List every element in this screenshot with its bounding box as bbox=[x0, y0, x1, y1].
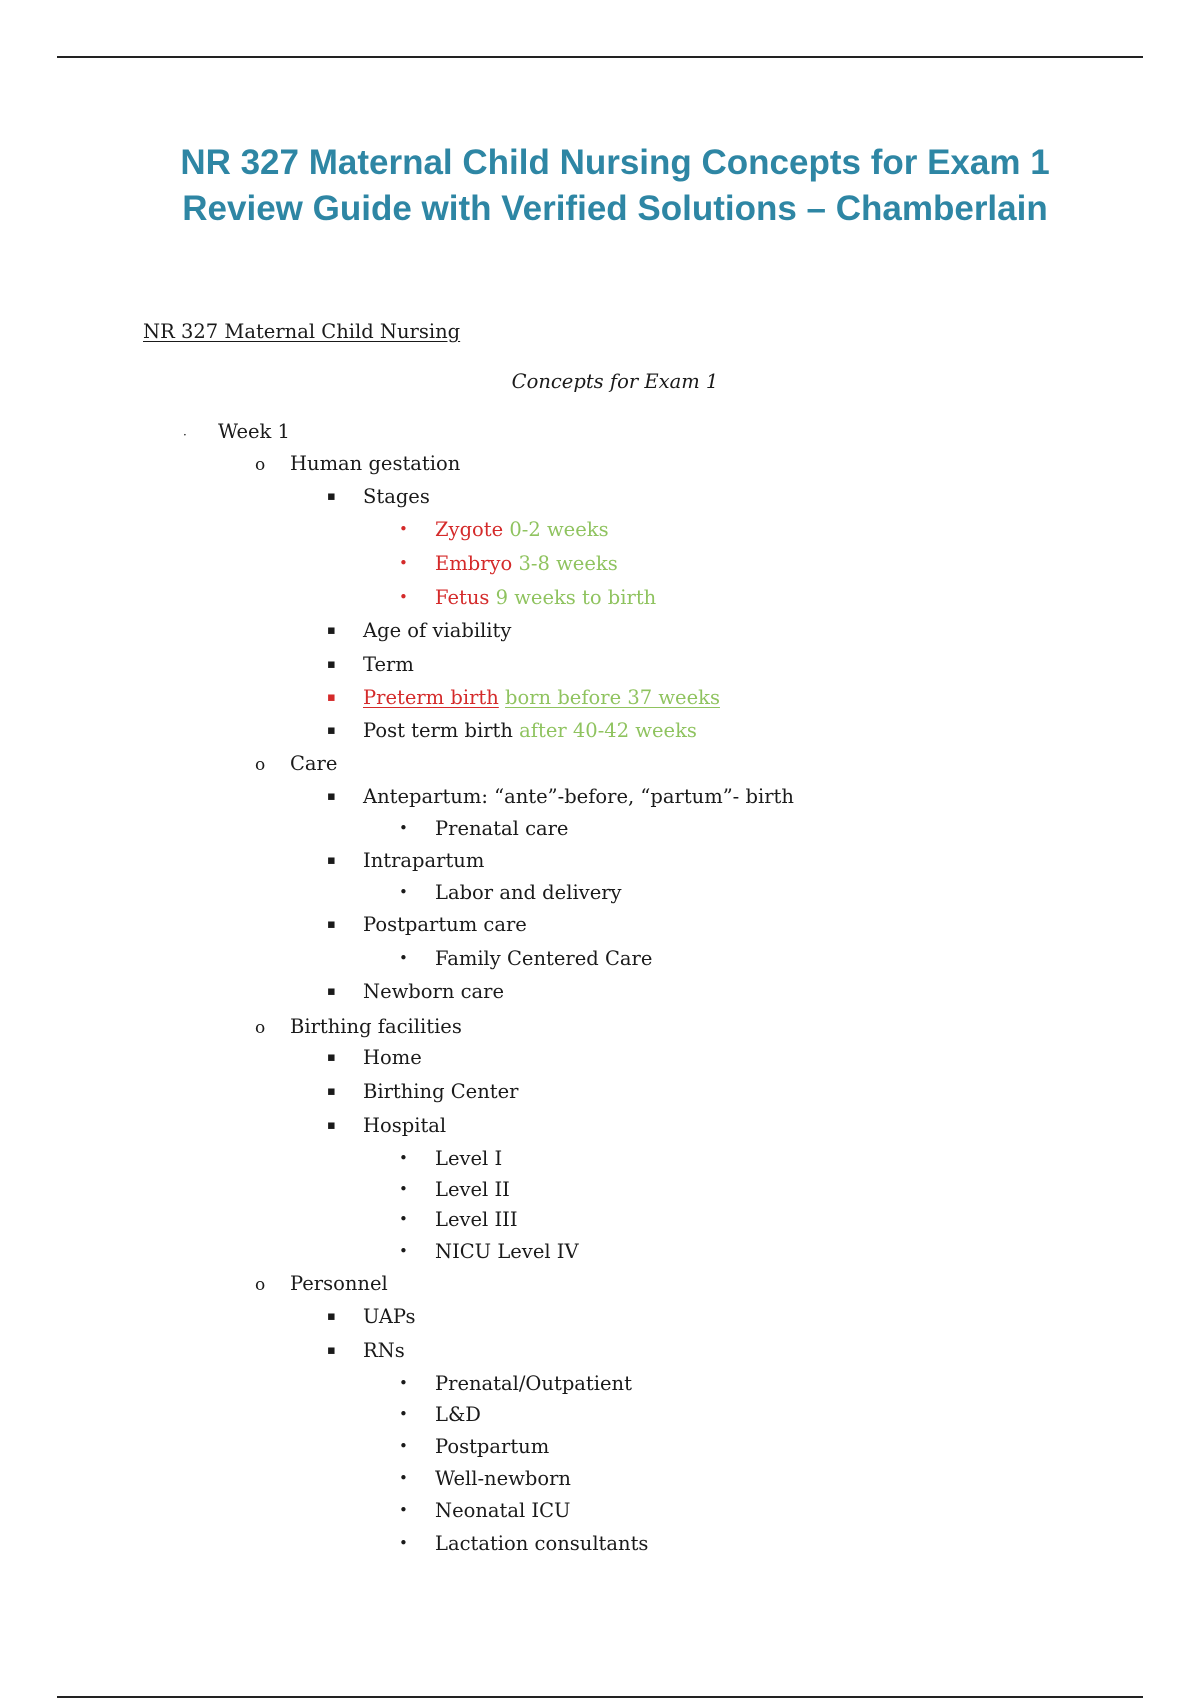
bullet-round: • bbox=[399, 554, 408, 572]
bullet-square: ▪ bbox=[327, 723, 336, 738]
outline-week: Week 1 bbox=[218, 420, 290, 443]
bullet-round: • bbox=[399, 1149, 408, 1167]
item-term: Term bbox=[363, 653, 414, 676]
item-age-of-viability: Age of viability bbox=[363, 619, 512, 642]
bullet-round: • bbox=[399, 1534, 408, 1552]
bullet-circle: o bbox=[255, 455, 266, 475]
bullet-square: ▪ bbox=[327, 1050, 336, 1065]
zygote-detail: 0-2 weeks bbox=[509, 518, 609, 541]
bullet-round: • bbox=[399, 1437, 408, 1455]
item-postpartum: Postpartum bbox=[435, 1435, 550, 1458]
fetus-term: Fetus bbox=[435, 586, 490, 609]
item-level-1: Level I bbox=[435, 1147, 503, 1170]
item-birthing-center: Birthing Center bbox=[363, 1080, 519, 1103]
top-rule bbox=[57, 56, 1143, 58]
postterm-detail: after 40-42 weeks bbox=[519, 719, 697, 742]
bullet-round: • bbox=[399, 949, 408, 967]
bullet-dot: · bbox=[183, 428, 187, 442]
bullet-circle: o bbox=[255, 1018, 266, 1038]
item-intrapartum: Intrapartum bbox=[363, 849, 485, 872]
preterm-term: Preterm birth bbox=[363, 686, 499, 709]
item-antepartum: Antepartum: “ante”-before, “partum”- birth bbox=[363, 785, 794, 808]
fetus-detail: 9 weeks to birth bbox=[495, 586, 657, 609]
bullet-square: ▪ bbox=[327, 917, 336, 932]
item-hospital: Hospital bbox=[363, 1114, 447, 1137]
item-level-2: Level II bbox=[435, 1178, 510, 1201]
item-fetus bbox=[435, 586, 656, 609]
item-prenatal-outpatient: Prenatal/Outpatient bbox=[435, 1372, 632, 1395]
zygote-term: Zygote bbox=[435, 518, 504, 541]
bullet-round: • bbox=[399, 1405, 408, 1423]
item-care: Care bbox=[290, 752, 338, 775]
preterm-detail: born before 37 weeks bbox=[505, 686, 720, 709]
bullet-round: • bbox=[399, 1242, 408, 1260]
bullet-round: • bbox=[399, 883, 408, 901]
bullet-round: • bbox=[399, 819, 408, 837]
embryo-detail: 3-8 weeks bbox=[518, 552, 618, 575]
bullet-round: • bbox=[399, 588, 408, 606]
bullet-square: ▪ bbox=[327, 1343, 336, 1358]
item-nicu-level-4: NICU Level IV bbox=[435, 1240, 579, 1263]
item-newborn-care: Newborn care bbox=[363, 980, 505, 1003]
bullet-round: • bbox=[399, 1501, 408, 1519]
bullet-square: ▪ bbox=[327, 1309, 336, 1324]
bullet-square: ▪ bbox=[327, 489, 336, 504]
item-neonatal-icu: Neonatal ICU bbox=[435, 1499, 571, 1522]
item-prenatal-care: Prenatal care bbox=[435, 817, 569, 840]
item-zygote bbox=[435, 518, 609, 541]
bullet-square: ▪ bbox=[327, 789, 336, 804]
item-human-gestation: Human gestation bbox=[290, 452, 461, 475]
title-line-2: Review Guide with Verified Solutions – Chamberlain bbox=[182, 189, 1048, 228]
item-uaps: UAPs bbox=[363, 1305, 416, 1328]
item-post-term-birth bbox=[363, 719, 697, 742]
bullet-square: ▪ bbox=[327, 657, 336, 672]
item-level-3: Level III bbox=[435, 1208, 518, 1231]
item-stages: Stages bbox=[363, 485, 430, 508]
item-l-and-d: L&D bbox=[435, 1403, 481, 1426]
bullet-round: • bbox=[399, 1180, 408, 1198]
item-birthing-facilities: Birthing facilities bbox=[290, 1015, 462, 1038]
document-title bbox=[60, 140, 1170, 232]
item-personnel: Personnel bbox=[290, 1272, 388, 1295]
bullet-circle: o bbox=[255, 755, 266, 775]
item-preterm-birth bbox=[363, 686, 720, 709]
bullet-square: ▪ bbox=[327, 1118, 336, 1133]
bullet-square: ▪ bbox=[327, 1084, 336, 1099]
embryo-term: Embryo bbox=[435, 552, 513, 575]
bottom-rule bbox=[57, 1696, 1143, 1698]
postterm-term: Post term birth bbox=[363, 719, 513, 742]
item-postpartum-care: Postpartum care bbox=[363, 913, 527, 936]
section-subheading: Concepts for Exam 1 bbox=[511, 370, 719, 393]
bullet-square: ▪ bbox=[327, 853, 336, 868]
bullet-round: • bbox=[399, 520, 408, 538]
item-embryo bbox=[435, 552, 618, 575]
bullet-square: ▪ bbox=[327, 984, 336, 999]
title-line-1: NR 327 Maternal Child Nursing Concepts for Exam 1 bbox=[180, 143, 1050, 182]
item-family-centered-care: Family Centered Care bbox=[435, 947, 653, 970]
item-home: Home bbox=[363, 1046, 422, 1069]
bullet-round: • bbox=[399, 1469, 408, 1487]
section-heading: NR 327 Maternal Child Nursing bbox=[143, 320, 461, 343]
item-well-newborn: Well-newborn bbox=[435, 1467, 571, 1490]
bullet-square: ▪ bbox=[327, 623, 336, 638]
item-rns: RNs bbox=[363, 1339, 405, 1362]
bullet-round: • bbox=[399, 1210, 408, 1228]
bullet-circle: o bbox=[255, 1275, 266, 1295]
bullet-square: ▪ bbox=[327, 690, 336, 705]
item-labor-delivery: Labor and delivery bbox=[435, 881, 622, 904]
bullet-round: • bbox=[399, 1374, 408, 1392]
item-lactation-consultants: Lactation consultants bbox=[435, 1532, 649, 1555]
